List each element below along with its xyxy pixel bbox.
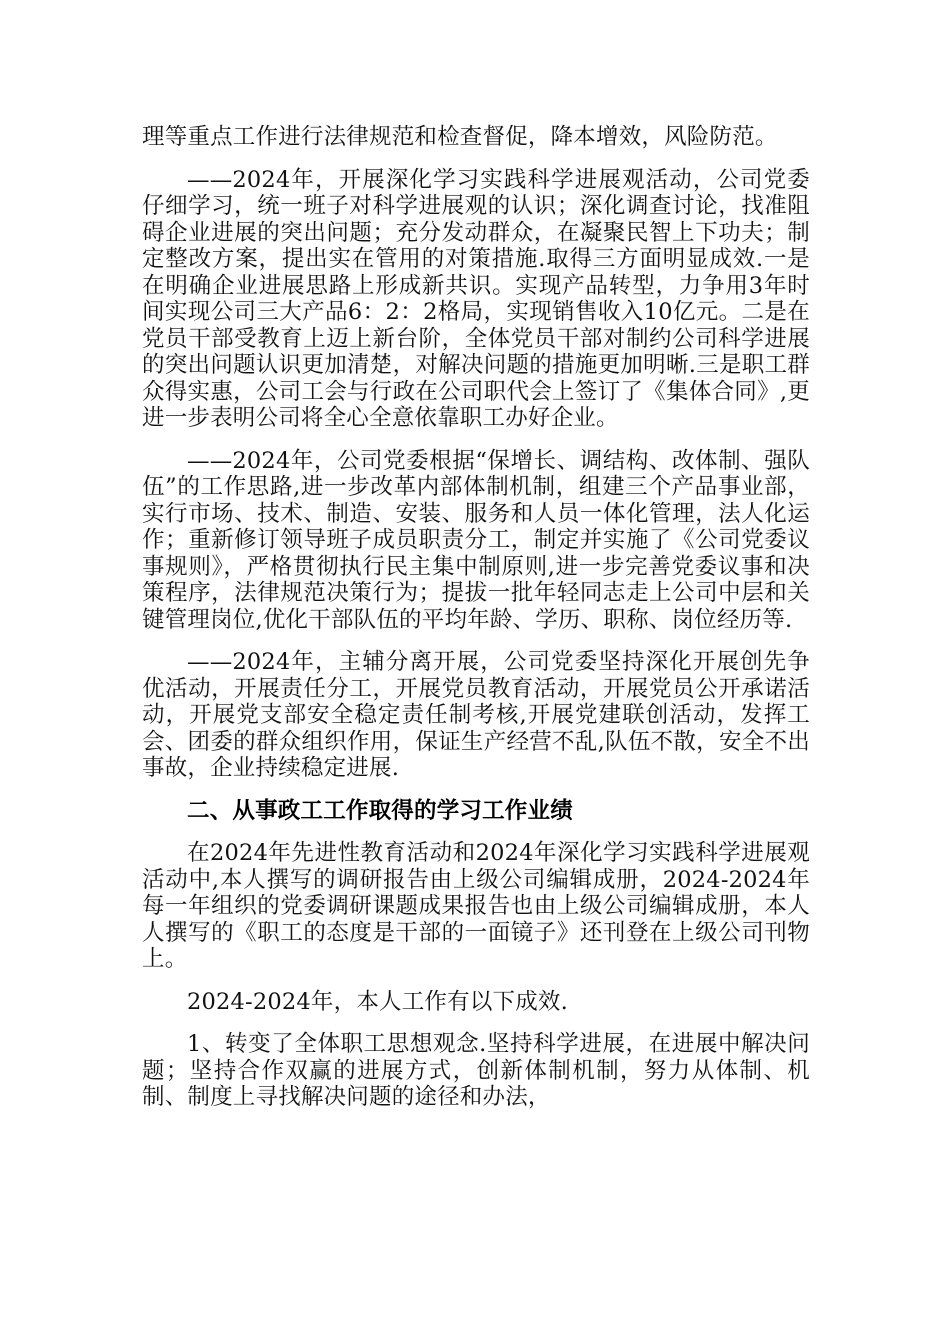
paragraph-2024-study-practice: ——2024年，开展深化学习实践科学进展观活动，公司党委仔细学习，统一班子对科学进展观的认识；深化调查讨论，找准阻碍企业进展的突出问题；充分发动群众，在凝聚民智上下功夫；制定整改方案，提出实在管用的对策措施.取得三方面明显成效.一是在明确企业进展思路上形成新共识。实现产品转型，力争用3年时间实现公司三大产品6：2：2格局，实现销售收入10亿元。二是在党员干部受教育上迈上新台阶，全体党员干部对制约公司科学进展的突出问题认识更加清楚，对解决问题的措施更加明晰.三是职工群众得实惠，公司工会与行政在公司职代会上签订了《集体合同》,更进一步表明公司将全心全意依靠职工办好企业。 bbox=[142, 166, 810, 431]
paragraph-continuation: 理等重点工作进行法律规范和检查督促，降本增效，风险防范。 bbox=[142, 124, 778, 150]
paragraph-2024-reform: ——2024年，公司党委根据“保增长、调结构、改体制、强队伍”的工作思路,进一步改革内部体制机制，组建三个产品事业部，实行市场、技术、制造、安装、服务和人员一体化管理，法人化运作；重新修订领导班子成员职责分工，制定并实施了《公司党委议事规则》，严格贯彻执行民主集中制原则,进一步完善党委议事和决策程序，法律规范决策行为；提拔一批年轻同志走上公司中层和关键管理岗位,优化干部队伍的平均年龄、学历、职称、岗位经历等. bbox=[142, 447, 810, 633]
paragraph-achievements: 在2024年先进性教育活动和2024年深化学习实践科学进展观活动中,本人撰写的调研报告由上级公司编辑成册，2024-2024年每一年组织的党委调研课题成果报告也由上级公司编辑成册，本人人撰写的《职工的态度是干部的一面镜子》还刊登在上级公司刊物上。 bbox=[142, 840, 810, 972]
document-body bbox=[142, 124, 810, 1111]
paragraph-results-intro: 2024-2024年，本人工作有以下成效. bbox=[187, 988, 568, 1015]
section-heading: 二、从事政工工作取得的学习工作业绩 bbox=[187, 797, 573, 824]
paragraph-2024-separation: ——2024年，主辅分离开展，公司党委坚持深化开展创先争优活动，开展责任分工，开展党员教育活动，开展党员公开承诺活动，开展党支部安全稳定责任制考核,开展党建联创活动，发挥工会、团委的群众组织作用，保证生产经营不乱,队伍不散，安全不出事故，企业持续稳定进展. bbox=[142, 649, 810, 781]
paragraph-result-1: 1、转变了全体职工思想观念.坚持科学进展，在进展中解决问题；坚持合作双赢的进展方式，创新体制机制，努力从体制、机制、制度上寻找解决问题的途径和办法， bbox=[142, 1031, 810, 1110]
